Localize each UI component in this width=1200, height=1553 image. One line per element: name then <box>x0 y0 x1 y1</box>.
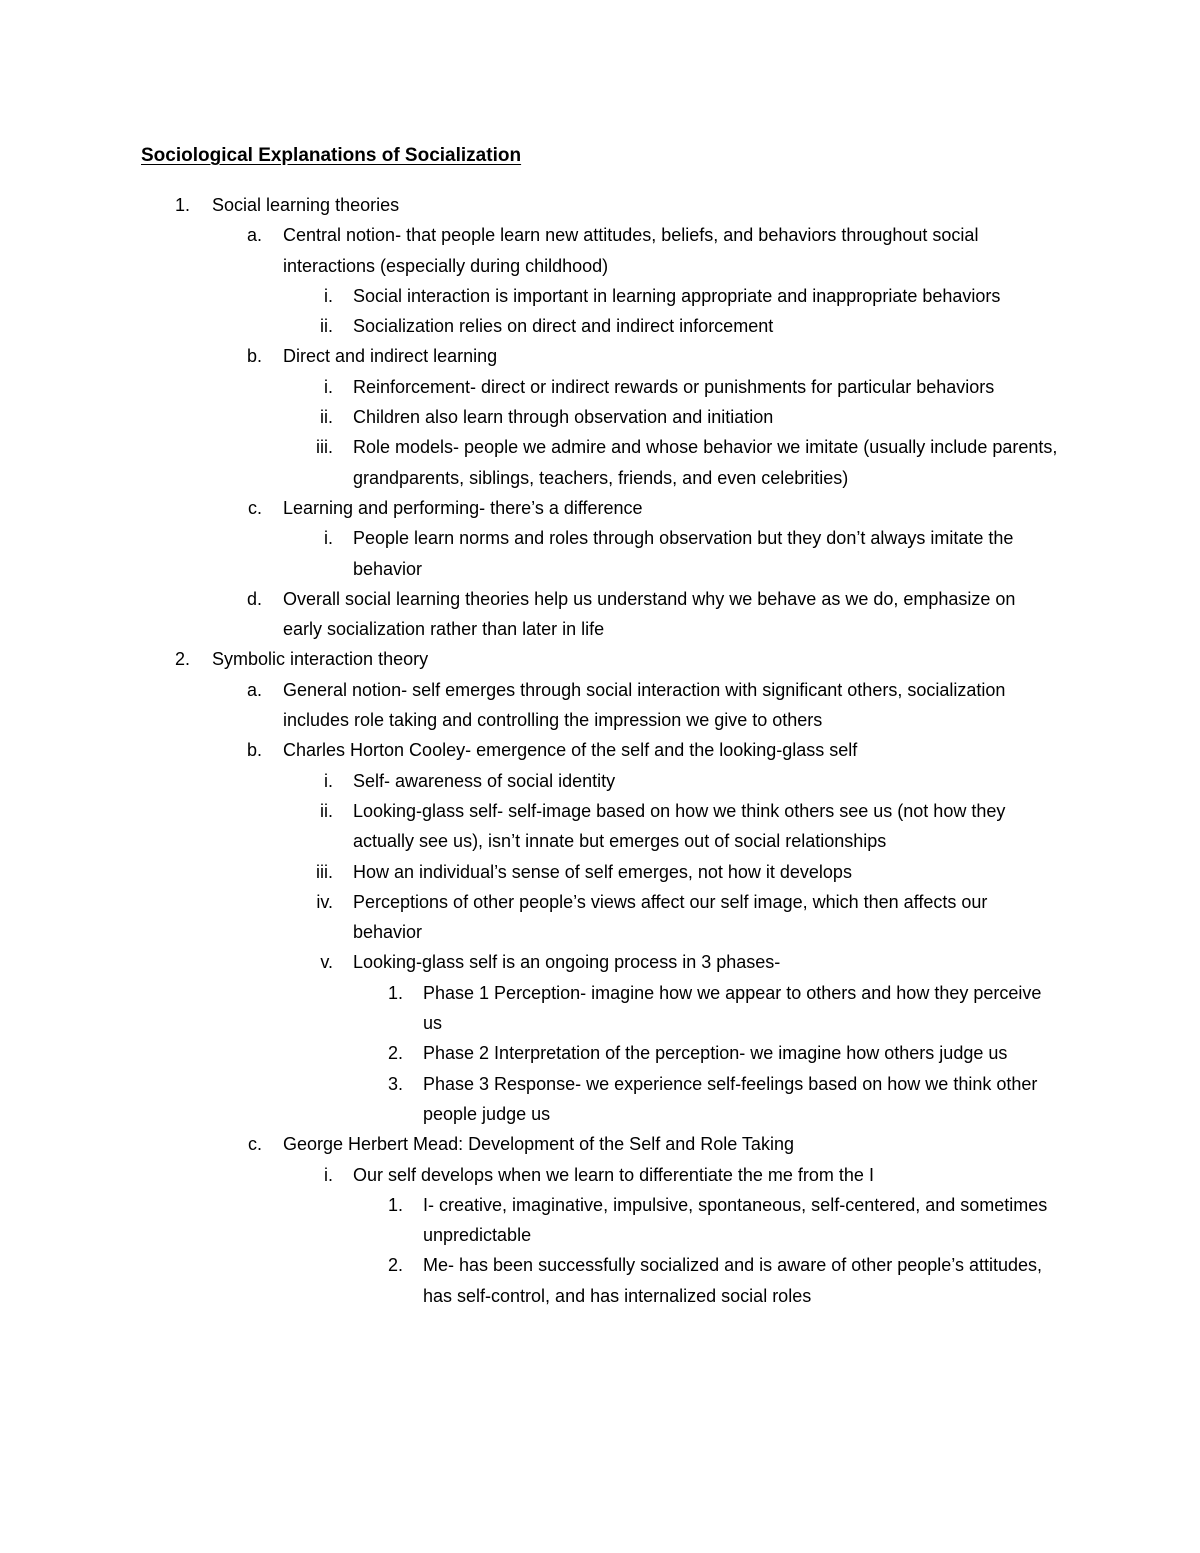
outline-item-level-3 <box>0 857 1200 887</box>
document-title: Sociological Explanations of Socialization <box>141 145 522 166</box>
outline-item-level-3 <box>0 432 1200 493</box>
list-marker: 3. <box>387 1073 403 1094</box>
outline-item-level-2 <box>0 735 1200 765</box>
list-item-text: Socialization relies on direct and indirect inforcement <box>353 316 774 337</box>
outline-item-level-2 <box>0 493 1200 523</box>
list-marker: b. <box>246 740 262 761</box>
list-marker: 2. <box>387 1255 403 1276</box>
outline-item-level-1 <box>0 644 1200 674</box>
outline-item-level-4 <box>0 1069 1200 1130</box>
list-marker: 2. <box>387 1043 403 1064</box>
list-item-text: Learning and performing- there’s a difference <box>283 497 643 518</box>
list-item-text: George Herbert Mead: Development of the Self and Role Taking <box>283 1134 794 1155</box>
list-item-text: Looking-glass self is an ongoing process in 3 phases- <box>353 952 781 973</box>
list-item-text: Our self develops when we learn to differentiate the me from the I <box>353 1164 874 1185</box>
outline-item-level-3 <box>0 796 1200 857</box>
outline-item-level-2 <box>0 220 1200 281</box>
list-item-text: How an individual’s sense of self emerges, not how it develops <box>353 861 852 882</box>
list-item-text: Central notion- that people learn new attitudes, beliefs, and behaviors throughout social interactions (especially during childhood) <box>283 225 979 276</box>
list-marker: ii. <box>320 316 333 337</box>
list-item-text: Symbolic interaction theory <box>212 649 429 670</box>
list-item-text: Looking-glass self- self-image based on how we think others see us (not how they actually see us), isn’t innate but emerges out of social relationships <box>353 800 1006 852</box>
outline-item-level-3 <box>0 402 1200 432</box>
list-item-text: Phase 1 Perception- imagine how we appear to others and how they perceive us <box>423 982 1042 1034</box>
outline-item-level-2 <box>0 1129 1200 1159</box>
outline-item-level-2 <box>0 584 1200 645</box>
list-marker: 2. <box>174 649 190 670</box>
list-item-text: Charles Horton Cooley- emergence of the self and the looking-glass self <box>283 740 858 761</box>
list-marker: i. <box>324 285 333 306</box>
list-marker: d. <box>246 588 262 609</box>
list-marker: iii. <box>316 437 333 458</box>
list-item-text: Children also learn through observation and initiation <box>353 407 774 428</box>
list-marker: b. <box>246 346 262 367</box>
list-item-text: Social interaction is important in learning appropriate and inappropriate behaviors <box>353 285 1001 306</box>
list-item-text: Overall social learning theories help us understand why we behave as we do, emphasize on early socialization rather than later in life <box>283 588 1016 640</box>
outline-list <box>0 190 1200 1311</box>
list-item-text: Perceptions of other people’s views affect our self image, which then affects our behavior <box>353 891 988 943</box>
list-item-text: Me- has been successfully socialized and is aware of other people’s attitudes, has self-control, and has internalized social roles <box>423 1255 1043 1306</box>
list-marker: i. <box>324 1164 333 1185</box>
outline-item-level-3 <box>0 766 1200 796</box>
list-marker: ii. <box>320 407 333 428</box>
outline-item-level-2 <box>0 341 1200 371</box>
outline-item-level-4 <box>0 1038 1200 1068</box>
outline-item-level-2 <box>0 675 1200 736</box>
outline-item-level-3 <box>0 947 1200 977</box>
list-marker: iii. <box>316 861 333 882</box>
list-marker: a. <box>246 225 262 246</box>
outline-item-level-4 <box>0 1250 1200 1311</box>
outline-item-level-3 <box>0 372 1200 402</box>
outline-item-level-3 <box>0 887 1200 948</box>
list-item-text: Social learning theories <box>212 195 400 215</box>
list-marker: c. <box>247 1134 262 1155</box>
list-marker: c. <box>247 497 262 518</box>
outline-item-level-1 <box>0 190 1200 220</box>
list-marker: iv. <box>316 891 333 912</box>
outline-item-level-3 <box>0 523 1200 584</box>
list-item-text: I- creative, imaginative, impulsive, spontaneous, self-centered, and sometimes unpredictable <box>423 1194 1048 1246</box>
outline-item-level-4 <box>0 978 1200 1039</box>
list-marker: i. <box>324 770 333 791</box>
list-item-text: People learn norms and roles through observation but they don’t always imitate the behavior <box>353 528 1014 579</box>
list-item-text: Direct and indirect learning <box>283 346 498 367</box>
list-marker: v. <box>320 952 333 973</box>
list-item-text: Self- awareness of social identity <box>353 770 616 791</box>
list-item-text: Role models- people we admire and whose behavior we imitate (usually include parents, grandparents, siblings, teachers, friends, and even celebrities) <box>353 437 1058 488</box>
list-marker: ii. <box>320 800 333 821</box>
list-marker: i. <box>324 376 333 397</box>
list-marker: 1. <box>174 195 190 215</box>
list-item-text: General notion- self emerges through social interaction with significant others, socialization includes role taking and controlling the impression we give to others <box>283 679 1006 731</box>
outline-item-level-3 <box>0 281 1200 311</box>
list-marker: a. <box>246 679 262 700</box>
outline-item-level-4 <box>0 1190 1200 1251</box>
list-item-text: Phase 2 Interpretation of the perception- we imagine how others judge us <box>423 1043 1008 1064</box>
list-marker: 1. <box>387 1194 403 1215</box>
list-item-text: Phase 3 Response- we experience self-feelings based on how we think other people judge us <box>423 1073 1038 1124</box>
list-item-text: Reinforcement- direct or indirect rewards or punishments for particular behaviors <box>353 376 995 397</box>
list-marker: i. <box>324 528 333 549</box>
outline-item-level-3 <box>0 311 1200 341</box>
list-marker: 1. <box>387 982 403 1003</box>
outline-item-level-3 <box>0 1160 1200 1190</box>
